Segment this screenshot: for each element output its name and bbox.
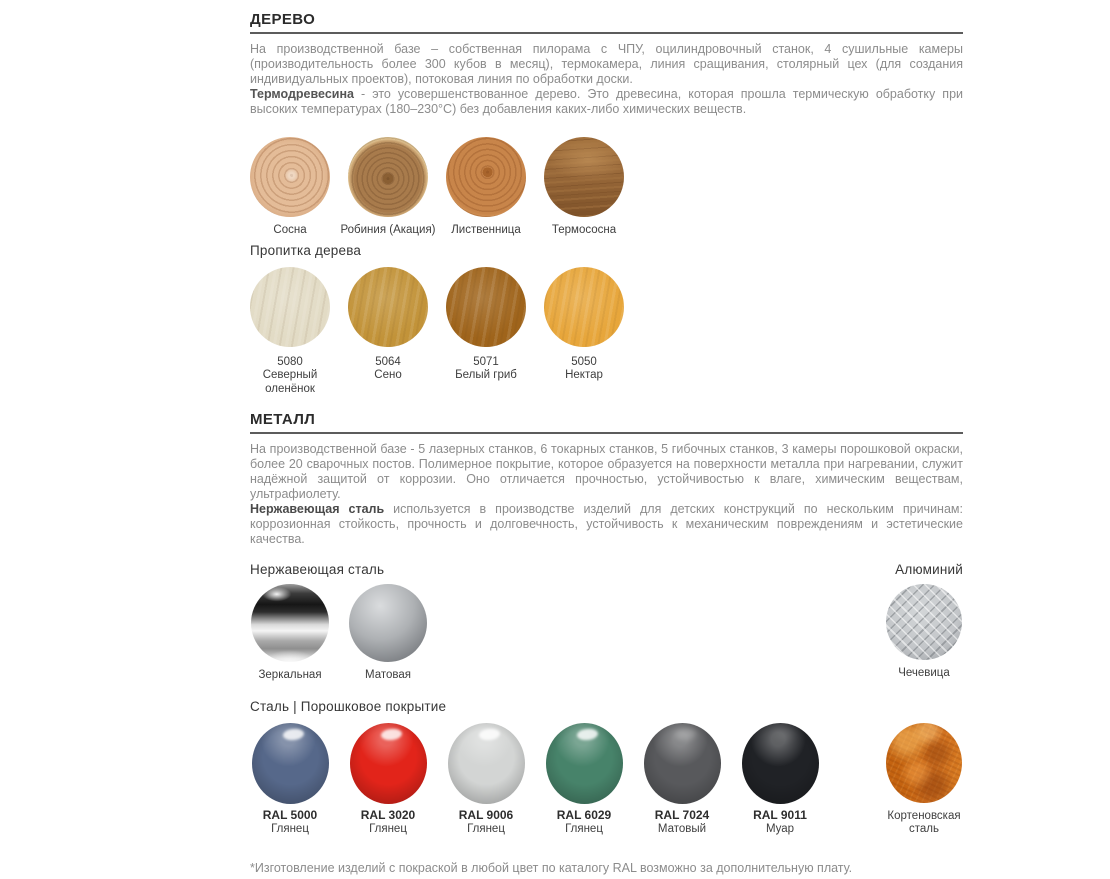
impregnation-item — [339, 267, 437, 397]
impregnation-code: 5080 — [277, 355, 303, 368]
wood-species-label: Лиственница — [451, 224, 521, 236]
wood-species-item — [241, 137, 339, 238]
ral-5000-swatch — [252, 723, 329, 804]
stainless-label: Зеркальная — [258, 669, 322, 681]
impregnation-title: Пропитка дерева — [250, 242, 362, 258]
ral-9011-swatch — [742, 723, 819, 804]
thermowood-term: Термодревесина — [250, 87, 354, 101]
wood-species-item — [437, 137, 535, 238]
impregnation-code: 5064 — [375, 355, 401, 368]
ral-code: RAL 6029 — [556, 807, 612, 822]
stainless-text: используется в производстве изделий для детских конструкций по нескольким причинам: коррозионная стойкость, прочность и долговечность, устойчивость к механическим повреждениям и эстетические качества. — [250, 502, 963, 546]
wood-species-row — [241, 137, 963, 238]
thermowood-text: - это усовершенствованное дерево. Это древесина, которая прошла термическую обработку при высоких температурах (180–230°С) без добавления каких-либо химических веществ. — [250, 87, 963, 116]
wood-thermo-paragraph — [250, 87, 963, 117]
corten-item — [875, 723, 973, 837]
aluminum-title: Алюминий — [895, 562, 963, 577]
ral-finish: Муар — [765, 822, 795, 835]
impregnation-name: Нектар — [565, 369, 603, 381]
powder-item — [437, 723, 535, 837]
ral-code: RAL 7024 — [654, 807, 710, 822]
diamond-plate-swatch — [886, 584, 962, 660]
impregnation-name: Сено — [374, 369, 402, 381]
powder-item — [731, 723, 829, 837]
aluminum-item — [875, 584, 973, 683]
corten-steel-swatch — [886, 723, 962, 803]
ral-code: RAL 5000 — [262, 807, 318, 822]
pine-swatch — [250, 137, 330, 217]
ral-finish: Глянец — [271, 822, 309, 835]
aluminum-label: Чечевица — [898, 667, 950, 679]
wood-species-label: Термососна — [551, 224, 617, 236]
powder-row — [241, 723, 963, 837]
impregnation-code: 5050 — [571, 355, 597, 368]
ral-3020-swatch — [350, 723, 427, 804]
impregnation-item — [535, 267, 633, 397]
powder-title: Сталь | Порошковое покрытие — [250, 698, 447, 714]
stainless-headings-row — [250, 562, 963, 577]
impregnation-item — [241, 267, 339, 397]
stainless-term: Нержавеющая сталь — [250, 502, 385, 516]
ral-6029-swatch — [546, 723, 623, 804]
stainless-label: Матовая — [365, 669, 411, 681]
robinia-swatch — [348, 137, 428, 217]
ral-finish: Глянец — [467, 822, 505, 835]
metal-section-title: МЕТАЛЛ — [250, 411, 963, 434]
mirror-steel-swatch — [251, 584, 329, 662]
impregnation-swatch — [446, 267, 526, 347]
impregnation-item — [437, 267, 535, 397]
impregnation-swatch — [544, 267, 624, 347]
impregnation-swatch — [250, 267, 330, 347]
wood-species-item — [339, 137, 437, 238]
powder-item — [241, 723, 339, 837]
ral-footnote: *Изготовление изделий с покраской в любой цвет по каталогу RAL возможно за дополнительную плату. — [250, 860, 853, 875]
ral-code: RAL 3020 — [360, 807, 416, 822]
impregnation-row — [241, 267, 963, 397]
wood-species-label: Сосна — [273, 224, 307, 236]
ral-9006-swatch — [448, 723, 525, 804]
powder-item — [339, 723, 437, 837]
wood-species-item — [535, 137, 633, 238]
metal-intro-paragraph: На производственной базе - 5 лазерных станков, 6 токарных станков, 5 гибочных станков, 3 камеры порошковой окраски, более 20 сварочных постов. Полимерное покрытие, которое образуется на поверхности металла при нагревании, служит надёжной защитой от коррозии. Оно отличается прочностью, устойчивостью к влаге, химическим веществам, ультрафиолету. — [250, 442, 963, 501]
matte-steel-swatch — [349, 584, 427, 662]
ral-finish: Матовый — [657, 822, 707, 835]
impregnation-name: Белый гриб — [455, 369, 517, 381]
ral-code: RAL 9011 — [753, 807, 807, 822]
stainless-row — [241, 584, 963, 683]
powder-item — [535, 723, 633, 837]
wood-intro-paragraph: На производственной базе – собственная пилорама с ЧПУ, оцилиндровочный станок, 4 сушильные камеры (производительность более 300 кубов в месяц), термокамера, линия сращивания, столярный цех (для создания индивидуальных проектов), потоковая линия по обработки доски. — [250, 42, 963, 86]
wood-species-label: Робиния (Акация) — [340, 224, 436, 236]
ral-finish: Глянец — [565, 822, 603, 835]
page-content — [250, 11, 963, 876]
ral-code: RAL 9006 — [458, 807, 514, 822]
stainless-title: Нержавеющая сталь — [250, 562, 385, 577]
impregnation-name: Северный оленёнок — [262, 369, 318, 395]
ral-7024-swatch — [644, 723, 721, 804]
powder-item — [633, 723, 731, 837]
larch-swatch — [446, 137, 526, 217]
thermopine-swatch — [544, 137, 624, 217]
wood-section-title: ДЕРЕВО — [250, 11, 963, 34]
ral-finish: Глянец — [369, 822, 407, 835]
metal-stainless-paragraph — [250, 502, 963, 547]
stainless-item — [241, 584, 339, 683]
corten-label: Кортеновская сталь — [887, 809, 961, 835]
impregnation-code: 5071 — [473, 355, 499, 368]
impregnation-swatch — [348, 267, 428, 347]
stainless-item — [339, 584, 437, 683]
